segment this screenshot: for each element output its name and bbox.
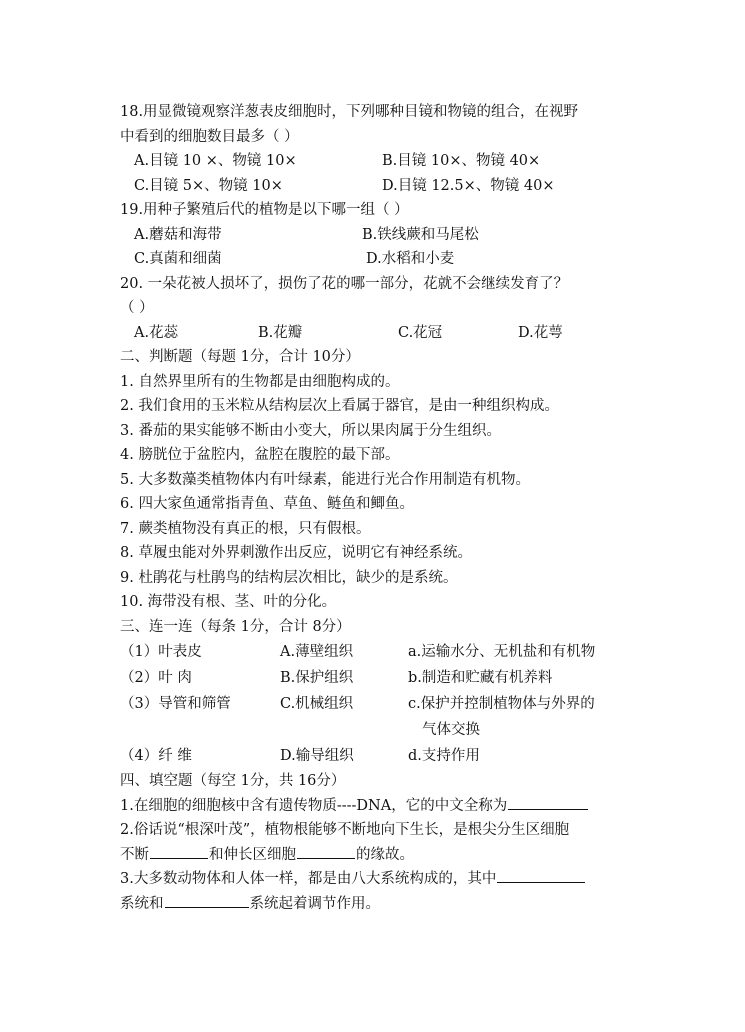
fill-q2-line1: 2.俗话说“根深叶茂”，植物根能够不断地向下生长，是根尖分生区细胞 [120, 822, 570, 838]
q18-options-row1 [120, 149, 640, 174]
section2-items [120, 370, 640, 615]
match-item: （3）导管和筛管 [120, 696, 231, 712]
fill-q3-text1: 3.大多数动物体和人体一样，都是由八大系统构成的，其中 [120, 871, 497, 887]
fill-q3-line2 [120, 892, 640, 917]
match-row-continuation [120, 717, 640, 743]
fill-q2-text2: 和伸长区细胞 [209, 846, 296, 863]
section4-title: 四、填空题（每空 1分，共 16分） [120, 773, 346, 789]
fill-q3-text3: 系统起着调节作用。 [249, 895, 380, 912]
match-function: b.制造和贮藏有机养料 [408, 670, 553, 686]
answer-blank[interactable] [508, 794, 588, 810]
judgement-item: 6. 四大家鱼通常指青鱼、草鱼、鲢鱼和鲫鱼。 [120, 496, 414, 512]
match-tissue: A.薄壁组织 [280, 644, 354, 660]
match-function-cont: 气体交换 [422, 722, 480, 738]
match-function: c.保护并控制植物体与外界的 [408, 696, 595, 712]
judgement-item: 10. 海带没有根、茎、叶的分化。 [120, 594, 337, 610]
match-function: d.支持作用 [408, 748, 480, 764]
q19-option-b: B.铁线蕨和马尾松 [362, 226, 479, 243]
q19-option-d: D.水稻和小麦 [366, 251, 455, 267]
match-row [120, 691, 640, 717]
q18-stem-line1: 18.用显微镜观察洋葱表皮细胞时，下列哪种目镜和物镜的组合，在视野 [120, 104, 579, 120]
q18-options-row2 [120, 174, 640, 199]
q19-stem: 19.用种子繁殖后代的植物是以下哪一组（ ） [120, 202, 409, 218]
q20-option-d: D.花萼 [518, 324, 563, 341]
answer-blank[interactable] [150, 843, 208, 859]
judgement-item: 8. 草履虫能对外界刺激作出反应，说明它有神经系统。 [120, 545, 472, 561]
q20-option-c: C.花冠 [398, 324, 443, 341]
q20-stem-line2: （ ） [120, 300, 154, 316]
match-row [120, 639, 640, 665]
fill-q3-line1 [120, 867, 640, 892]
match-tissue: C.机械组织 [280, 696, 354, 712]
fill-q2-line2 [120, 843, 640, 868]
q20-option-a: A.花蕊 [134, 324, 179, 341]
q18-option-b: B.目镜 10×、物镜 40× [382, 153, 541, 169]
match-item: （4）纤 维 [120, 748, 192, 764]
section3-title: 三、连一连（每条 1分，合计 8分） [120, 618, 351, 635]
q18-option-a: A.目镜 10 ×、物镜 10× [134, 153, 297, 169]
match-function: a.运输水分、无机盐和有机物 [408, 644, 596, 660]
q19-options-row2 [120, 247, 640, 272]
match-item: （1）叶表皮 [120, 644, 202, 660]
judgement-item: 3. 番茄的果实能够不断由小变大，所以果肉属于分生组织。 [120, 422, 501, 439]
judgement-item: 1. 自然界里所有的生物都是由细胞构成的。 [120, 373, 400, 390]
q20-stem-line1: 20. 一朵花被人损坏了，损伤了花的哪一部分，花就不会继续发育了？ [120, 275, 569, 292]
section2-title: 二、判断题（每题 1分，合计 10分） [120, 349, 360, 365]
judgement-item: 2. 我们食用的玉米粒从结构层次上看属于器官，是由一种组织构成。 [120, 398, 559, 414]
fill-q2-text3: 的缘故。 [356, 846, 414, 863]
match-tissue: D.输导组织 [280, 748, 354, 764]
exam-page [120, 100, 640, 916]
answer-blank[interactable] [165, 892, 249, 908]
fill-q1 [120, 794, 640, 819]
judgement-item: 7. 蕨类植物没有真正的根，只有假根。 [120, 520, 371, 537]
match-row [120, 743, 640, 769]
q19-options-row1 [120, 223, 640, 248]
judgement-item: 5. 大多数藻类植物体内有叶绿素，能进行光合作用制造有机物。 [120, 471, 530, 488]
q19-option-a: A.蘑菇和海带 [134, 226, 222, 243]
q19-option-c: C.真菌和细菌 [134, 251, 222, 267]
judgement-item: 4. 膀胱位于盆腔内，盆腔在腹腔的最下部。 [120, 447, 400, 463]
match-row [120, 665, 640, 691]
q18-option-c: C.目镜 5×、物镜 10× [134, 177, 283, 194]
q20-options-row [120, 321, 640, 346]
answer-blank[interactable] [497, 867, 585, 883]
fill-q2-text1: 不断 [120, 846, 149, 863]
match-tissue: B.保护组织 [280, 670, 354, 686]
q18-stem-line2: 中看到的细胞数目最多（ ） [120, 128, 299, 145]
q18-option-d: D.目镜 12.5×、物镜 40× [382, 177, 555, 194]
q20-option-b: B.花瓣 [258, 324, 303, 341]
match-item: （2）叶 肉 [120, 670, 192, 686]
fill-q3-text2: 系统和 [120, 895, 164, 912]
fill-q1-text: 1.在细胞的细胞核中含有遗传物质----DNA，它的中文全称为 [120, 797, 508, 814]
judgement-item: 9. 杜鹃花与杜鹃鸟的结构层次相比，缺少的是系统。 [120, 569, 458, 586]
answer-blank[interactable] [297, 843, 355, 859]
